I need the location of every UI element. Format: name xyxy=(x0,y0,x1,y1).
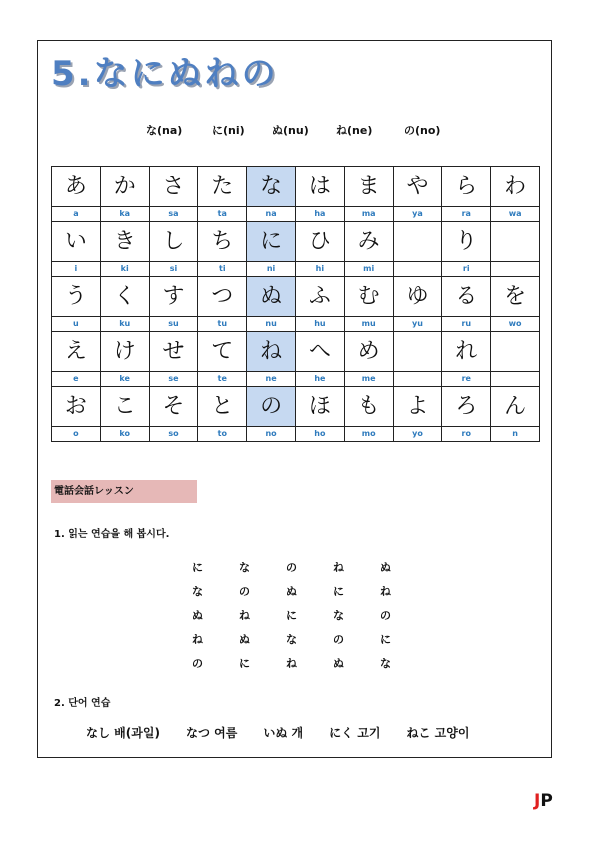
romaji-cell: ra xyxy=(442,207,491,222)
romaji-cell: ho xyxy=(295,427,344,442)
romaji-cell: mu xyxy=(344,317,393,332)
reading-char: の xyxy=(192,657,203,670)
romaji-cell: he xyxy=(295,372,344,387)
romaji-cell: nu xyxy=(247,317,296,332)
reading-char: ね xyxy=(239,609,250,622)
romaji-cell: ro xyxy=(442,427,491,442)
reading-char: な xyxy=(333,609,344,622)
question-1: 1. 읽는 연습을 해 봅시다. xyxy=(54,529,170,540)
romaji-cell: a xyxy=(52,207,101,222)
romaji-cell xyxy=(393,372,442,387)
romaji-cell: u xyxy=(52,317,101,332)
romaji-cell: ku xyxy=(100,317,149,332)
romanization-item: に(ni) xyxy=(212,124,245,137)
kana-cell: ほ xyxy=(295,387,344,427)
page-title: 5.なにぬねの xyxy=(51,54,279,94)
reading-char: に xyxy=(380,633,391,646)
romaji-cell: ke xyxy=(100,372,149,387)
romaji-cell: ta xyxy=(198,207,247,222)
kana-cell: お xyxy=(52,387,101,427)
kana-cell: み xyxy=(344,222,393,262)
romaji-cell: hu xyxy=(295,317,344,332)
kana-cell: は xyxy=(295,167,344,207)
vocab-word: なつ 여름 xyxy=(185,726,238,740)
reading-char: ぬ xyxy=(286,585,297,598)
romaji-cell: si xyxy=(149,262,198,277)
reading-char: ぬ xyxy=(333,657,344,670)
kana-cell: れ xyxy=(442,332,491,372)
romaji-cell: su xyxy=(149,317,198,332)
reading-char: に xyxy=(286,609,297,622)
romaji-cell: wo xyxy=(491,317,540,332)
reading-char: の xyxy=(239,585,250,598)
kana-cell: か xyxy=(100,167,149,207)
reading-char: な xyxy=(239,561,250,574)
hiragana-table xyxy=(51,166,540,442)
kana-cell: そ xyxy=(149,387,198,427)
kana-cell: ち xyxy=(198,222,247,262)
kana-cell: ね xyxy=(247,332,296,372)
reading-char: に xyxy=(192,561,203,574)
kana-cell: き xyxy=(100,222,149,262)
reading-char: に xyxy=(239,657,250,670)
kana-cell: う xyxy=(52,277,101,317)
reading-char: の xyxy=(286,561,297,574)
reading-char: の xyxy=(333,633,344,646)
romaji-cell: hi xyxy=(295,262,344,277)
romaji-cell: no xyxy=(247,427,296,442)
reading-char: ね xyxy=(380,585,391,598)
romaji-cell: yo xyxy=(393,427,442,442)
reading-row xyxy=(192,556,427,580)
kana-cell: や xyxy=(393,167,442,207)
reading-char: ぬ xyxy=(239,633,250,646)
kana-cell: さ xyxy=(149,167,198,207)
romanization-item: な(na) xyxy=(146,124,183,137)
kana-cell: ふ xyxy=(295,277,344,317)
romanization-item: ぬ(nu) xyxy=(272,124,309,137)
romaji-cell xyxy=(491,372,540,387)
romaji-cell: tu xyxy=(198,317,247,332)
vocab-word: ねこ 고양이 xyxy=(406,726,470,740)
reading-char: ね xyxy=(192,633,203,646)
question-2: 2. 단어 연습 xyxy=(54,698,111,709)
kana-cell: わ xyxy=(491,167,540,207)
vocab-word: なし 배(과일) xyxy=(86,726,160,740)
kana-cell: も xyxy=(344,387,393,427)
word-practice-list xyxy=(86,724,469,741)
romaji-cell: ki xyxy=(100,262,149,277)
romaji-cell: mi xyxy=(344,262,393,277)
romaji-cell: ti xyxy=(198,262,247,277)
romaji-cell: yu xyxy=(393,317,442,332)
kana-cell xyxy=(393,222,442,262)
kana-cell: え xyxy=(52,332,101,372)
romaji-cell: ru xyxy=(442,317,491,332)
vocab-word: いぬ 개 xyxy=(263,726,304,740)
romaji-cell: to xyxy=(198,427,247,442)
reading-row xyxy=(192,580,427,604)
kana-cell: ら xyxy=(442,167,491,207)
kana-cell: へ xyxy=(295,332,344,372)
kana-cell: り xyxy=(442,222,491,262)
romaji-cell: mo xyxy=(344,427,393,442)
kana-cell: ぬ xyxy=(247,277,296,317)
romanization-item: ね(ne) xyxy=(336,124,373,137)
logo-letter-p: P xyxy=(540,791,553,811)
kana-cell: つ xyxy=(198,277,247,317)
jp-logo xyxy=(534,791,553,811)
reading-char: ね xyxy=(286,657,297,670)
kana-cell: ん xyxy=(491,387,540,427)
kana-cell: ひ xyxy=(295,222,344,262)
kana-cell: ま xyxy=(344,167,393,207)
kana-cell: ろ xyxy=(442,387,491,427)
kana-cell: し xyxy=(149,222,198,262)
kana-cell: な xyxy=(247,167,296,207)
kana-cell xyxy=(393,332,442,372)
reading-row xyxy=(192,628,427,652)
romanization-item: の(no) xyxy=(404,124,441,137)
kana-cell: を xyxy=(491,277,540,317)
section-heading: 電話会話レッスン xyxy=(51,480,197,503)
reading-practice-grid xyxy=(192,556,427,676)
romaji-cell: ri xyxy=(442,262,491,277)
romaji-cell xyxy=(491,262,540,277)
romaji-cell: ko xyxy=(100,427,149,442)
romaji-cell: na xyxy=(247,207,296,222)
romaji-cell: sa xyxy=(149,207,198,222)
romaji-cell: ne xyxy=(247,372,296,387)
vocab-word: にく 고기 xyxy=(329,726,381,740)
romaji-cell: o xyxy=(52,427,101,442)
romaji-cell: so xyxy=(149,427,198,442)
reading-char: に xyxy=(333,585,344,598)
reading-char: ぬ xyxy=(380,561,391,574)
kana-cell: に xyxy=(247,222,296,262)
romaji-cell: wa xyxy=(491,207,540,222)
romaji-cell: ha xyxy=(295,207,344,222)
kana-cell: む xyxy=(344,277,393,317)
kana-cell: い xyxy=(52,222,101,262)
kana-cell: せ xyxy=(149,332,198,372)
romaji-cell: re xyxy=(442,372,491,387)
logo-letter-j: J xyxy=(534,791,541,811)
kana-cell: す xyxy=(149,277,198,317)
kana-cell: よ xyxy=(393,387,442,427)
romaji-cell: se xyxy=(149,372,198,387)
romaji-cell: te xyxy=(198,372,247,387)
kana-cell: こ xyxy=(100,387,149,427)
kana-cell: と xyxy=(198,387,247,427)
romaji-cell: ma xyxy=(344,207,393,222)
reading-char: な xyxy=(192,585,203,598)
romaji-cell: n xyxy=(491,427,540,442)
reading-row xyxy=(192,652,427,676)
reading-row xyxy=(192,604,427,628)
reading-char: な xyxy=(380,657,391,670)
romaji-cell xyxy=(393,262,442,277)
reading-char: な xyxy=(286,633,297,646)
kana-cell: て xyxy=(198,332,247,372)
romaji-cell: ni xyxy=(247,262,296,277)
kana-cell: る xyxy=(442,277,491,317)
romaji-cell: ya xyxy=(393,207,442,222)
kana-cell: た xyxy=(198,167,247,207)
kana-cell: の xyxy=(247,387,296,427)
kana-cell: け xyxy=(100,332,149,372)
romaji-cell: e xyxy=(52,372,101,387)
kana-cell: あ xyxy=(52,167,101,207)
reading-char: ね xyxy=(333,561,344,574)
romaji-cell: me xyxy=(344,372,393,387)
kana-cell xyxy=(491,222,540,262)
kana-cell: め xyxy=(344,332,393,372)
reading-char: の xyxy=(380,609,391,622)
romaji-cell: i xyxy=(52,262,101,277)
reading-char: ぬ xyxy=(192,609,203,622)
kana-cell: ゆ xyxy=(393,277,442,317)
kana-cell: く xyxy=(100,277,149,317)
romaji-cell: ka xyxy=(100,207,149,222)
kana-cell xyxy=(491,332,540,372)
